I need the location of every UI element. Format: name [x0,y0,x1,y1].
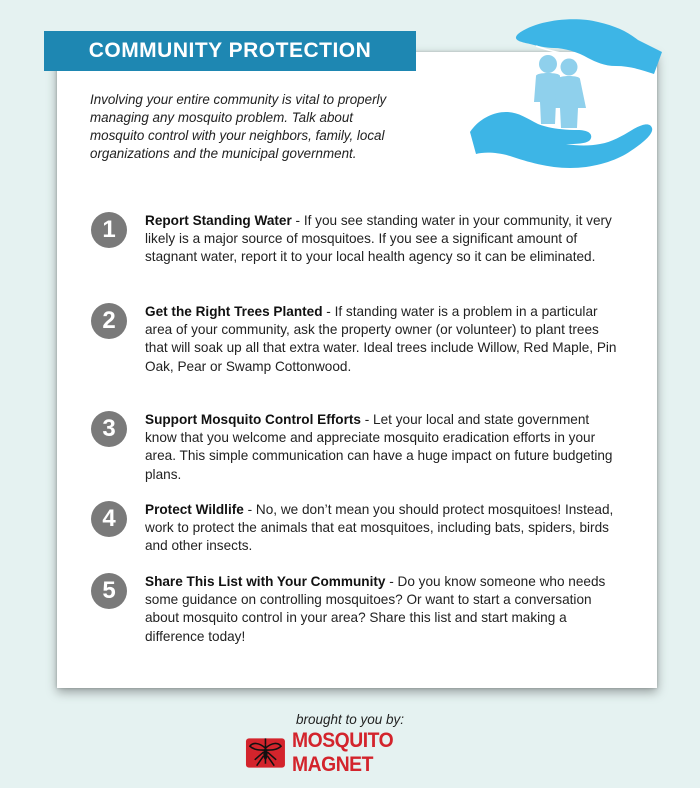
hands-people-icon [466,12,666,172]
step-description: - No, we don’t mean you should protect mosquitoes! Instead, work to protect the animals that eat mosquitoes, including bats, spiders, birds and other insects. [145,502,614,554]
step-title: Get the Right Trees Planted [145,304,323,319]
step-title: Report Standing Water [145,213,292,228]
step-text [145,303,623,376]
step-description: - If you see standing water in your community, it very likely is a major source of mosquitoes. If you see a significant amount of stagnant water, report it to your local health agency so it can be eliminated. [145,213,612,265]
step-text [145,573,623,646]
intro-paragraph: Involving your entire community is vital to properly managing any mosquito problem. Talk about mosquito control with your neighbors, family, local organizations and the municipal government. [90,92,387,161]
step-title: Protect Wildlife [145,502,244,517]
mosquito-logo-icon [245,734,286,772]
step-number-badge: 1 [91,212,127,248]
step-number-badge: 2 [91,303,127,339]
step-number-badge: 4 [91,501,127,537]
mosquito-magnet-logo [245,729,490,776]
step-text [145,501,623,556]
brought-by-text: brought to you by: [295,712,405,727]
step-description: - Let your local and state government know that you welcome and appreciate mosquito eradication efforts in your area. This simple communication can have a huge impact on future budgeting plans. [145,412,613,482]
step-description: - If standing water is a problem in a particular area of your community, ask the property owner (or volunteer) to plant trees that will soak up all that extra water. Ideal trees include Willow, Red Maple, Pin Oak, Pear or Swamp Cottonwood. [145,304,617,374]
step-text [145,411,623,484]
logo-text: MOSQUITO MAGNET [291,729,394,776]
step-number-badge: 3 [91,411,127,447]
step-title: Support Mosquito Control Efforts [145,412,361,427]
page-title: COMMUNITY PROTECTION [44,31,416,71]
step-number-badge: 5 [91,573,127,609]
step-description: - Do you know someone who needs some guidance on controlling mosquitoes? Or want to start a conversation about mosquito control in your area? Share this list and start making a difference today! [145,574,606,644]
step-text [145,212,623,267]
step-title: Share This List with Your Community [145,574,386,589]
